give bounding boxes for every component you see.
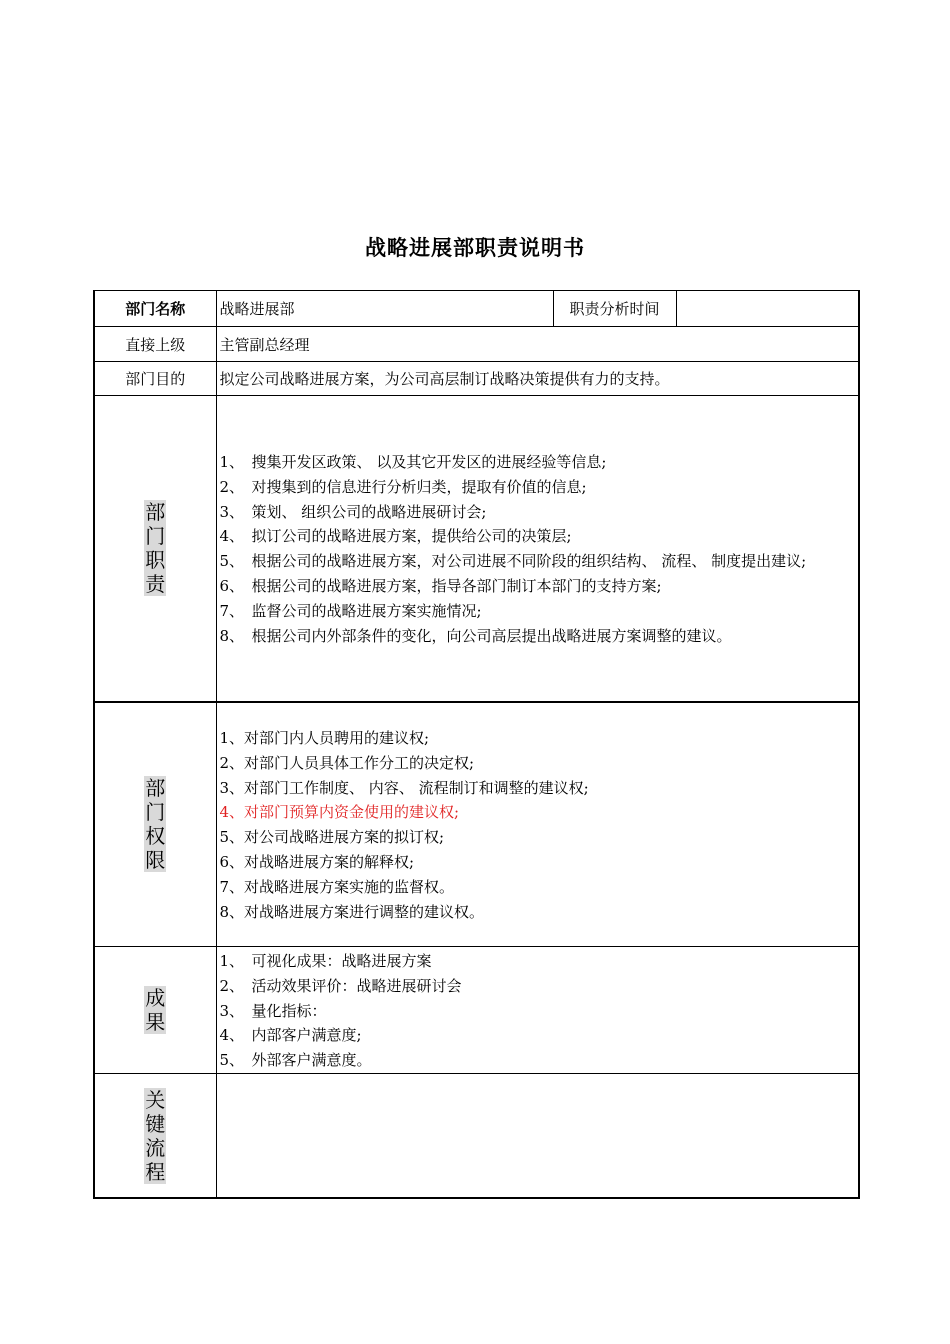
duties-label-cell [94, 396, 216, 702]
results-label: 成果 [145, 985, 166, 1034]
process-label: 关键流程 [145, 1087, 166, 1184]
results-item: 2、 活动效果评价：战略进展研讨会 [219, 976, 462, 995]
authority-label: 部门权限 [145, 776, 166, 873]
duties-item: 7、 监督公司的战略进展方案实施情况; [219, 601, 482, 620]
results-cell [216, 947, 859, 1074]
superior-label: 直接上级 [94, 327, 216, 362]
authority-item: 3、对部门工作制度、 内容、 流程制订和调整的建议权; [219, 778, 589, 797]
duties-item: 4、 拟订公司的战略进展方案，提供给公司的决策层; [219, 527, 572, 546]
row-results [94, 947, 859, 1074]
results-item: 5、 外部客户满意度。 [219, 1051, 372, 1070]
analysis-time-value [676, 291, 859, 327]
row-dept-name [94, 291, 859, 327]
row-duties [94, 396, 859, 702]
superior-value: 主管副总经理 [216, 327, 859, 362]
authority-label-cell [94, 702, 216, 947]
document-title: 战略进展部职责说明书 [365, 236, 585, 260]
duties-item: 1、 搜集开发区政策、 以及其它开发区的进展经验等信息; [219, 453, 607, 472]
authority-list [220, 724, 856, 924]
duties-list [220, 448, 856, 648]
duties-item: 8、 根据公司内外部条件的变化，向公司高层提出战略进展方案调整的建议。 [219, 626, 732, 645]
responsibility-table [93, 290, 860, 1199]
authority-item: 8、对战略进展方案进行调整的建议权。 [219, 902, 485, 921]
duties-item: 6、 根据公司的战略进展方案，指导各部门制订本部门的支持方案; [219, 577, 662, 596]
results-label-cell [94, 947, 216, 1074]
authority-item: 5、对公司战略进展方案的拟订权; [219, 828, 445, 847]
results-list [220, 947, 856, 1073]
authority-item: 6、对战略进展方案的解释权; [219, 853, 415, 872]
results-item: 3、 量化指标： [219, 1001, 327, 1020]
row-process [94, 1073, 859, 1198]
duties-item: 5、 根据公司的战略进展方案，对公司进展不同阶段的组织结构、 流程、 制度提出建议; [219, 552, 807, 571]
purpose-label: 部门目的 [94, 362, 216, 396]
row-superior [94, 327, 859, 362]
analysis-time-label: 职责分析时间 [553, 291, 676, 327]
duties-label: 部门职责 [145, 500, 166, 597]
process-label-cell [94, 1073, 216, 1198]
authority-item: 4、对部门预算内资金使用的建议权; [219, 803, 460, 822]
row-purpose [94, 362, 859, 396]
process-value [216, 1073, 859, 1198]
duties-cell [216, 396, 859, 702]
authority-item: 2、对部门人员具体工作分工的决定权; [219, 753, 475, 772]
purpose-value: 拟定公司战略进展方案，为公司高层制订战略决策提供有力的支持。 [216, 362, 859, 396]
dept-name-value: 战略进展部 [216, 291, 553, 327]
duties-item: 3、 策划、 组织公司的战略进展研讨会; [219, 502, 487, 521]
row-authority [94, 702, 859, 947]
authority-cell [216, 702, 859, 947]
dept-name-label: 部门名称 [94, 291, 216, 327]
authority-item: 7、对战略进展方案实施的监督权。 [219, 877, 455, 896]
results-item: 1、 可视化成果：战略进展方案 [219, 952, 432, 970]
duties-item: 2、 对搜集到的信息进行分析归类，提取有价值的信息; [219, 477, 587, 496]
results-item: 4、 内部客户满意度; [219, 1026, 362, 1045]
authority-item: 1、对部门内人员聘用的建议权; [219, 729, 430, 748]
